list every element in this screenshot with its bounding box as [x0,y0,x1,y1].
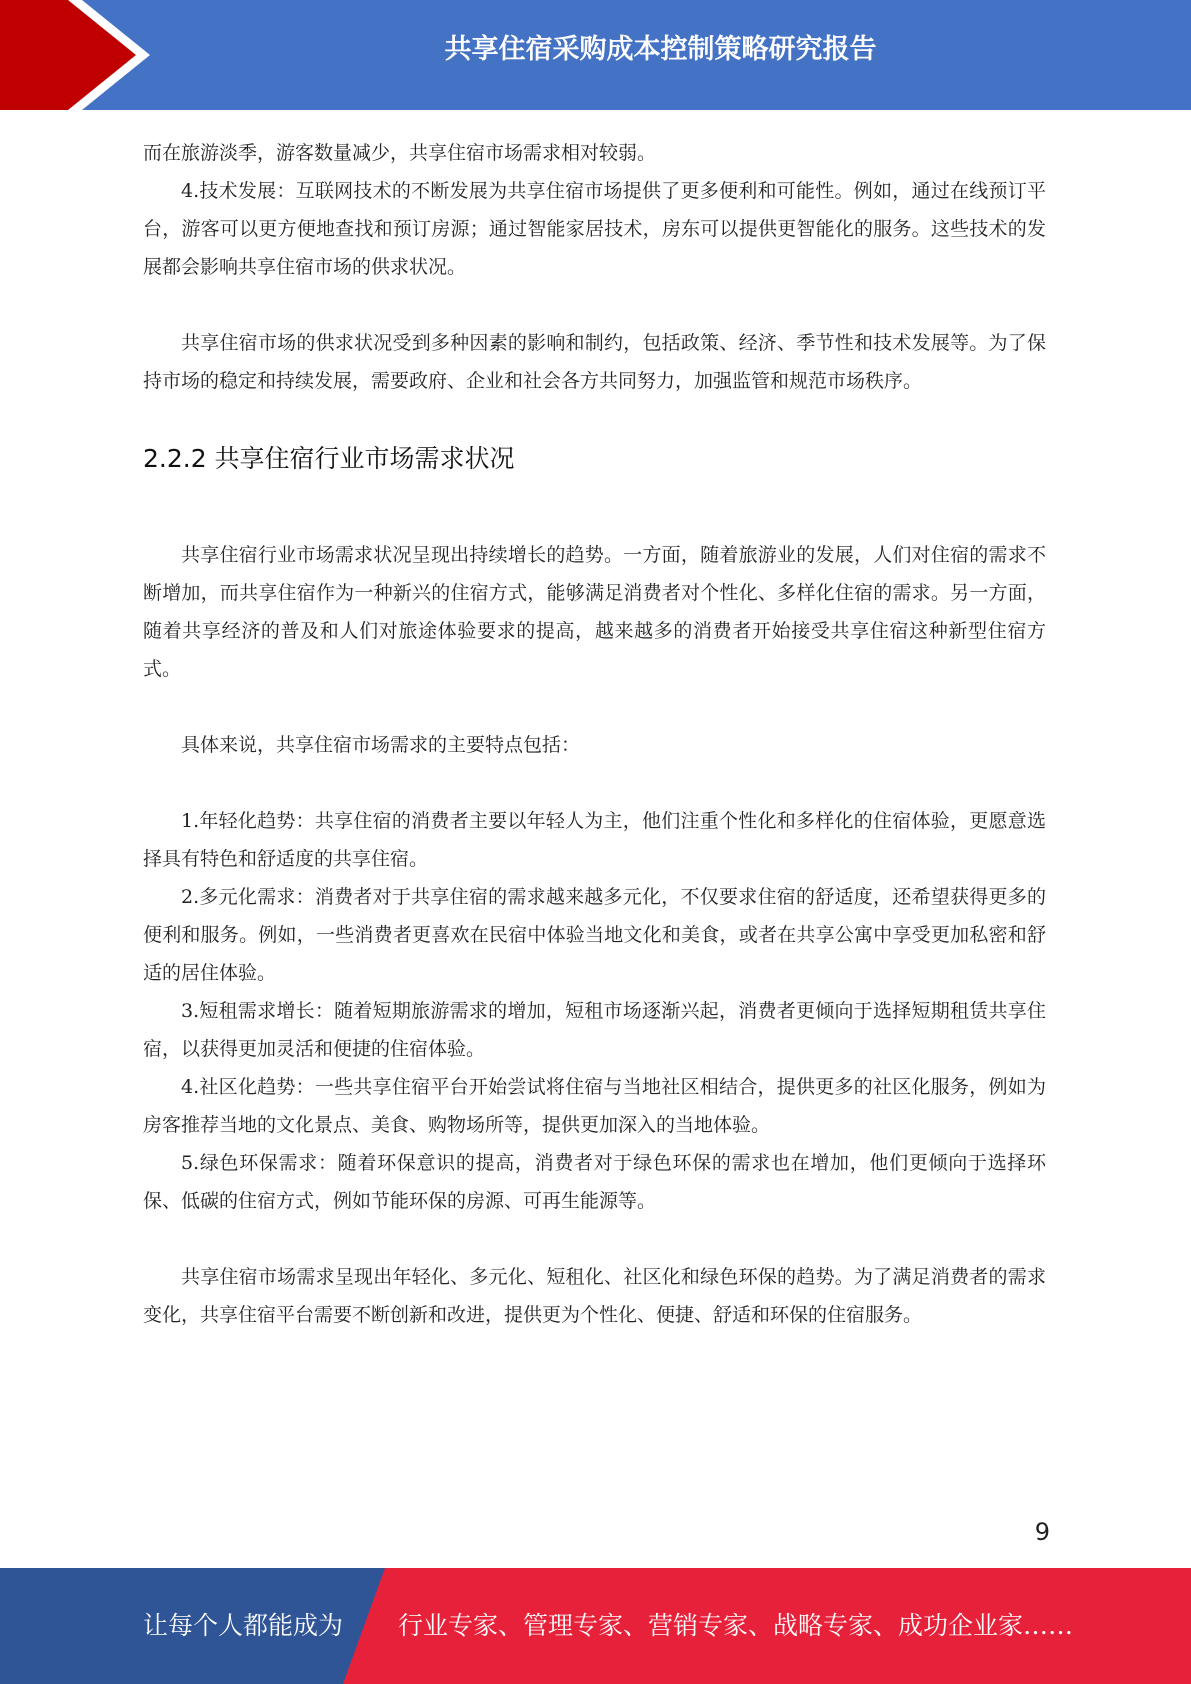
report-title: 共享住宿采购成本控制策略研究报告 [444,34,877,65]
header-chevron [0,0,136,110]
list-item: 3.短租需求增长：随着短期旅游需求的增加，短租市场逐渐兴起，消费者更倾向于选择短期租赁共享住宿，以获得更加灵活和便捷的住宿体验。 [143,1000,1046,1060]
section-heading: 2.2.2 共享住宿行业市场需求状况 [143,444,515,473]
paragraph: 共享住宿市场的供求状况受到多种因素的影响和制约，包括政策、经济、季节性和技术发展等。为了保持市场的稳定和持续发展，需要政府、企业和社会各方共同努力，加强监管和规范市场秩序。 [143,332,1046,392]
paragraph: 具体来说，共享住宿市场需求的主要特点包括： [181,734,581,756]
page-number: 9 [1034,1518,1050,1546]
list-item: 2.多元化需求：消费者对于共享住宿的需求越来越多元化，不仅要求住宿的舒适度，还希望获得更多的便利和服务。例如，一些消费者更喜欢在民宿中体验当地文化和美食，或者在共享公寓中享受更加私密和舒适的居住体验。 [143,886,1046,984]
list-item: 1.年轻化趋势：共享住宿的消费者主要以年轻人为主，他们注重个性化和多样化的住宿体验，更愿意选择具有特色和舒适度的共享住宿。 [143,810,1046,870]
page-header [0,0,1191,110]
footer-slogan-right: 行业专家、管理专家、营销专家、战略专家、成功企业家…… [398,1611,1074,1640]
page-footer [0,1568,1191,1684]
list-item: 4.社区化趋势：一些共享住宿平台开始尝试将住宿与当地社区相结合，提供更多的社区化服务，例如为房客推荐当地的文化景点、美食、购物场所等，提供更加深入的当地体验。 [143,1076,1046,1136]
document-body [143,134,1046,1334]
footer-slogan-left: 让每个人都能成为 [143,1611,344,1640]
paragraph: 共享住宿行业市场需求状况呈现出持续增长的趋势。一方面，随着旅游业的发展，人们对住宿的需求不断增加，而共享住宿作为一种新兴的住宿方式，能够满足消费者对个性化、多样化住宿的需求。另一方面，随着共享经济的普及和人们对旅途体验要求的提高，越来越多的消费者开始接受共享住宿这种新型住宿方式。 [143,544,1046,680]
paragraph: 共享住宿市场需求呈现出年轻化、多元化、短租化、社区化和绿色环保的趋势。为了满足消费者的需求变化，共享住宿平台需要不断创新和改进，提供更为个性化、便捷、舒适和环保的住宿服务。 [143,1266,1046,1326]
list-item: 5.绿色环保需求：随着环保意识的提高，消费者对于绿色环保的需求也在增加，他们更倾向于选择环保、低碳的住宿方式，例如节能环保的房源、可再生能源等。 [143,1152,1046,1212]
paragraph: 4.技术发展：互联网技术的不断发展为共享住宿市场提供了更多便利和可能性。例如，通过在线预订平台，游客可以更方便地查找和预订房源；通过智能家居技术，房东可以提供更智能化的服务。这些技术的发展都会影响共享住宿市场的供求状况。 [143,180,1046,278]
paragraph: 而在旅游淡季，游客数量减少，共享住宿市场需求相对较弱。 [143,142,657,164]
